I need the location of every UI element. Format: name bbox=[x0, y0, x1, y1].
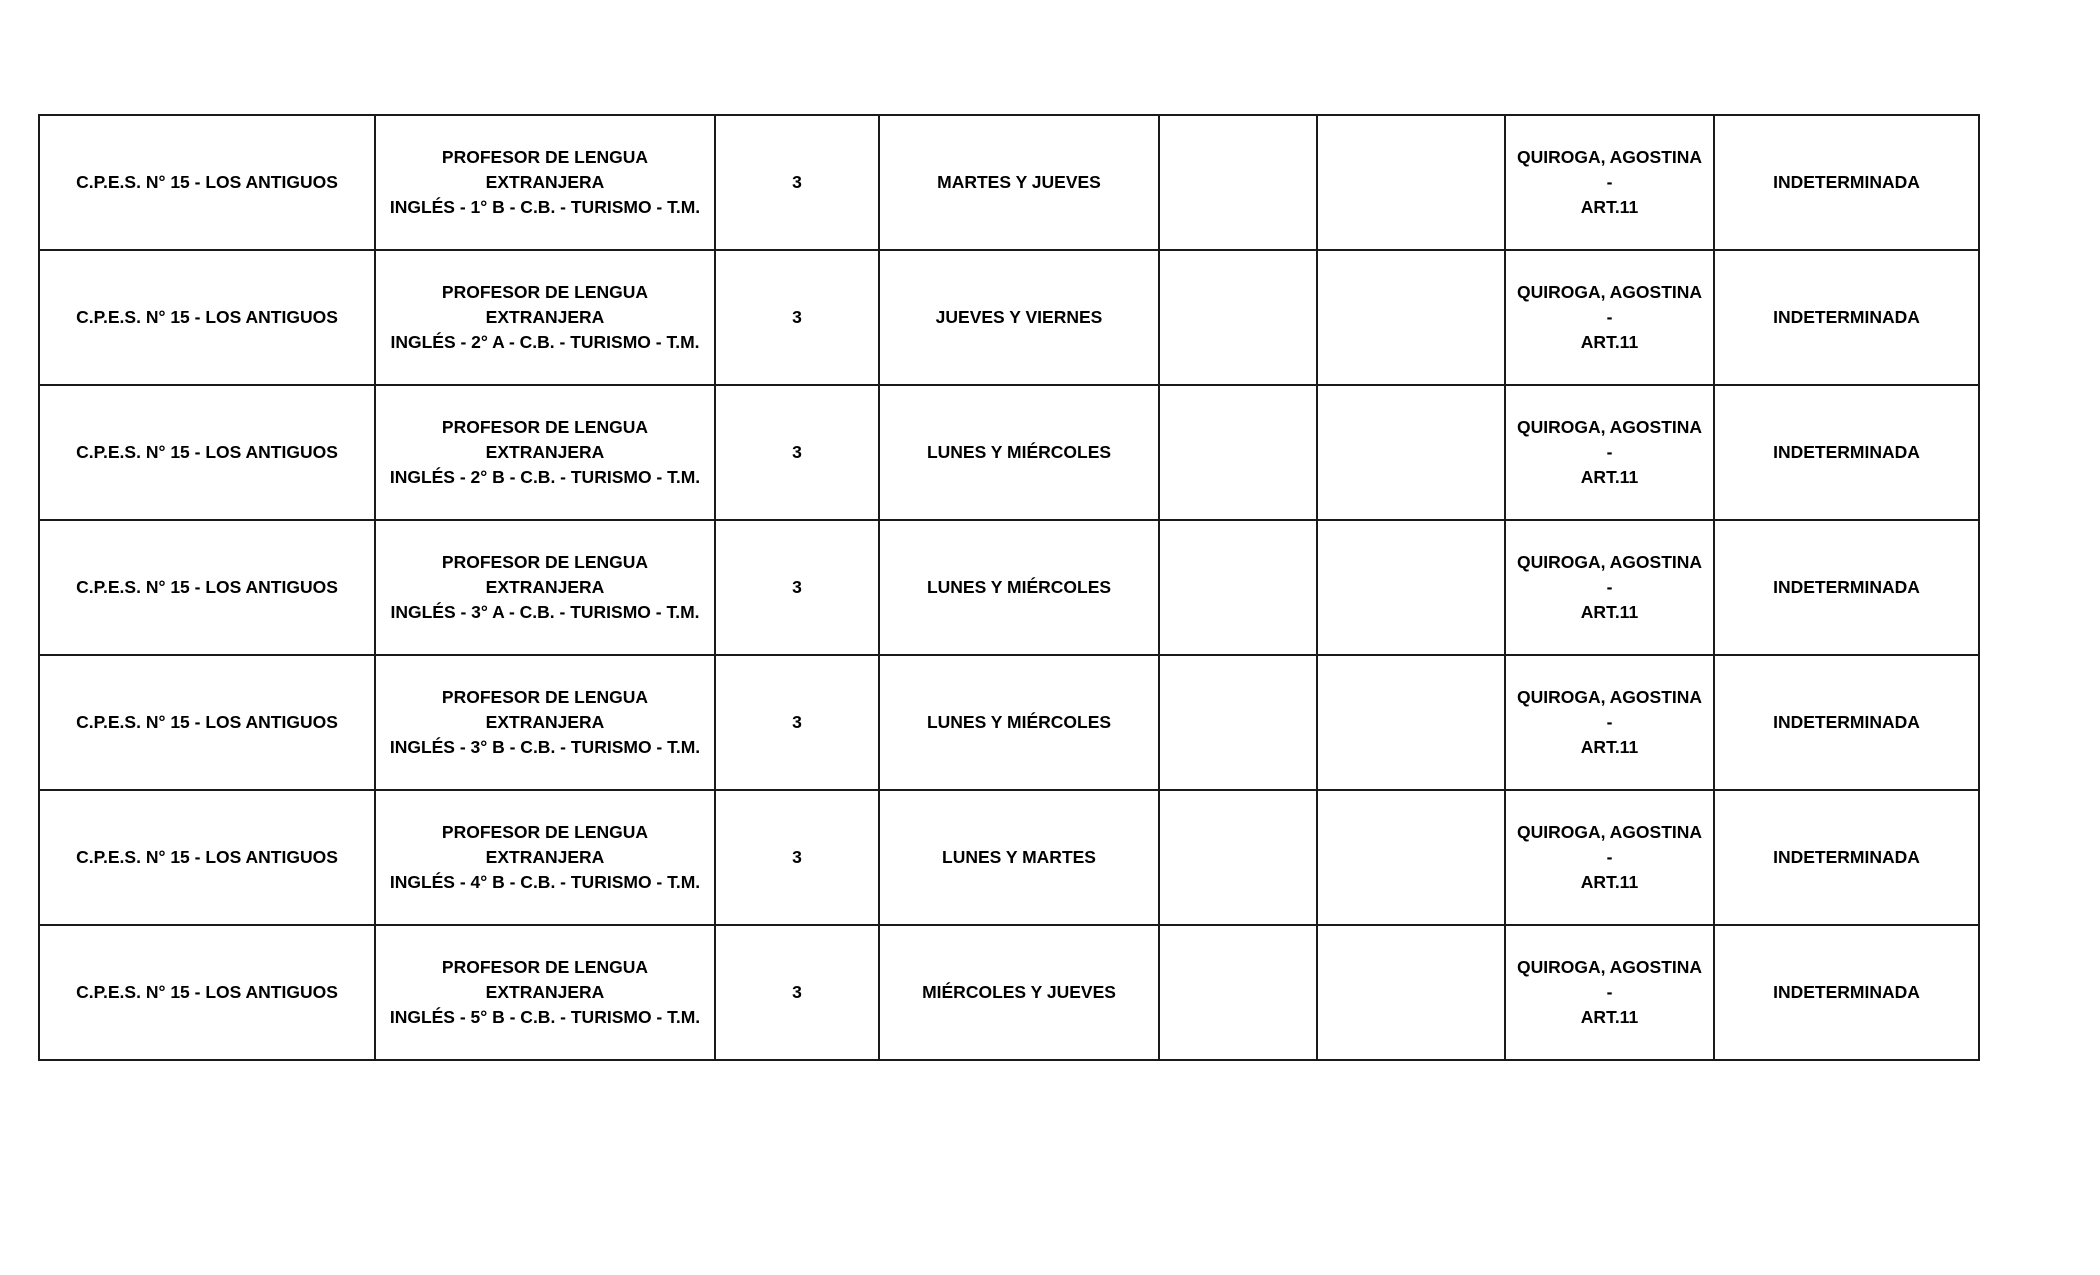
empty-cell bbox=[1159, 925, 1317, 1060]
teacher-cell: QUIROGA, AGOSTINA - ART.11 bbox=[1505, 115, 1714, 250]
empty-cell bbox=[1159, 385, 1317, 520]
institution-cell: C.P.E.S. N° 15 - LOS ANTIGUOS bbox=[39, 925, 375, 1060]
table-row bbox=[39, 250, 1979, 385]
institution-cell: C.P.E.S. N° 15 - LOS ANTIGUOS bbox=[39, 250, 375, 385]
teacher-cell: QUIROGA, AGOSTINA - ART.11 bbox=[1505, 925, 1714, 1060]
institution-cell: C.P.E.S. N° 15 - LOS ANTIGUOS bbox=[39, 790, 375, 925]
table-body bbox=[39, 115, 1979, 1060]
empty-cell bbox=[1317, 520, 1505, 655]
hours-cell: 3 bbox=[715, 655, 879, 790]
table-row bbox=[39, 115, 1979, 250]
days-cell: MIÉRCOLES Y JUEVES bbox=[879, 925, 1159, 1060]
institution-cell: C.P.E.S. N° 15 - LOS ANTIGUOS bbox=[39, 520, 375, 655]
duration-cell: INDETERMINADA bbox=[1714, 250, 1979, 385]
position-cell: PROFESOR DE LENGUA EXTRANJERA INGLÉS - 2° A - C.B. - TURISMO - T.M. bbox=[375, 250, 715, 385]
days-cell: MARTES Y JUEVES bbox=[879, 115, 1159, 250]
table-row bbox=[39, 385, 1979, 520]
empty-cell bbox=[1159, 655, 1317, 790]
teacher-cell: QUIROGA, AGOSTINA - ART.11 bbox=[1505, 790, 1714, 925]
days-cell: LUNES Y MIÉRCOLES bbox=[879, 520, 1159, 655]
empty-cell bbox=[1317, 385, 1505, 520]
empty-cell bbox=[1317, 115, 1505, 250]
duration-cell: INDETERMINADA bbox=[1714, 790, 1979, 925]
hours-cell: 3 bbox=[715, 925, 879, 1060]
hours-cell: 3 bbox=[715, 385, 879, 520]
position-cell: PROFESOR DE LENGUA EXTRANJERA INGLÉS - 3° B - C.B. - TURISMO - T.M. bbox=[375, 655, 715, 790]
empty-cell bbox=[1317, 655, 1505, 790]
table-row bbox=[39, 520, 1979, 655]
duration-cell: INDETERMINADA bbox=[1714, 115, 1979, 250]
institution-cell: C.P.E.S. N° 15 - LOS ANTIGUOS bbox=[39, 115, 375, 250]
position-cell: PROFESOR DE LENGUA EXTRANJERA INGLÉS - 3° A - C.B. - TURISMO - T.M. bbox=[375, 520, 715, 655]
institution-cell: C.P.E.S. N° 15 - LOS ANTIGUOS bbox=[39, 385, 375, 520]
empty-cell bbox=[1159, 790, 1317, 925]
table-row bbox=[39, 790, 1979, 925]
empty-cell bbox=[1317, 925, 1505, 1060]
duration-cell: INDETERMINADA bbox=[1714, 925, 1979, 1060]
teacher-cell: QUIROGA, AGOSTINA - ART.11 bbox=[1505, 250, 1714, 385]
empty-cell bbox=[1159, 115, 1317, 250]
position-cell: PROFESOR DE LENGUA EXTRANJERA INGLÉS - 2° B - C.B. - TURISMO - T.M. bbox=[375, 385, 715, 520]
position-cell: PROFESOR DE LENGUA EXTRANJERA INGLÉS - 4° B - C.B. - TURISMO - T.M. bbox=[375, 790, 715, 925]
days-cell: LUNES Y MIÉRCOLES bbox=[879, 385, 1159, 520]
hours-cell: 3 bbox=[715, 520, 879, 655]
empty-cell bbox=[1159, 520, 1317, 655]
position-cell: PROFESOR DE LENGUA EXTRANJERA INGLÉS - 5° B - C.B. - TURISMO - T.M. bbox=[375, 925, 715, 1060]
table-row bbox=[39, 925, 1979, 1060]
teacher-cell: QUIROGA, AGOSTINA - ART.11 bbox=[1505, 520, 1714, 655]
days-cell: LUNES Y MARTES bbox=[879, 790, 1159, 925]
empty-cell bbox=[1317, 250, 1505, 385]
duration-cell: INDETERMINADA bbox=[1714, 655, 1979, 790]
hours-cell: 3 bbox=[715, 790, 879, 925]
duration-cell: INDETERMINADA bbox=[1714, 385, 1979, 520]
hours-cell: 3 bbox=[715, 250, 879, 385]
teacher-cell: QUIROGA, AGOSTINA - ART.11 bbox=[1505, 655, 1714, 790]
days-cell: LUNES Y MIÉRCOLES bbox=[879, 655, 1159, 790]
empty-cell bbox=[1317, 790, 1505, 925]
hours-cell: 3 bbox=[715, 115, 879, 250]
duration-cell: INDETERMINADA bbox=[1714, 520, 1979, 655]
teacher-cell: QUIROGA, AGOSTINA - ART.11 bbox=[1505, 385, 1714, 520]
days-cell: JUEVES Y VIERNES bbox=[879, 250, 1159, 385]
assignments-table bbox=[38, 114, 1980, 1061]
position-cell: PROFESOR DE LENGUA EXTRANJERA INGLÉS - 1° B - C.B. - TURISMO - T.M. bbox=[375, 115, 715, 250]
table-row bbox=[39, 655, 1979, 790]
institution-cell: C.P.E.S. N° 15 - LOS ANTIGUOS bbox=[39, 655, 375, 790]
empty-cell bbox=[1159, 250, 1317, 385]
